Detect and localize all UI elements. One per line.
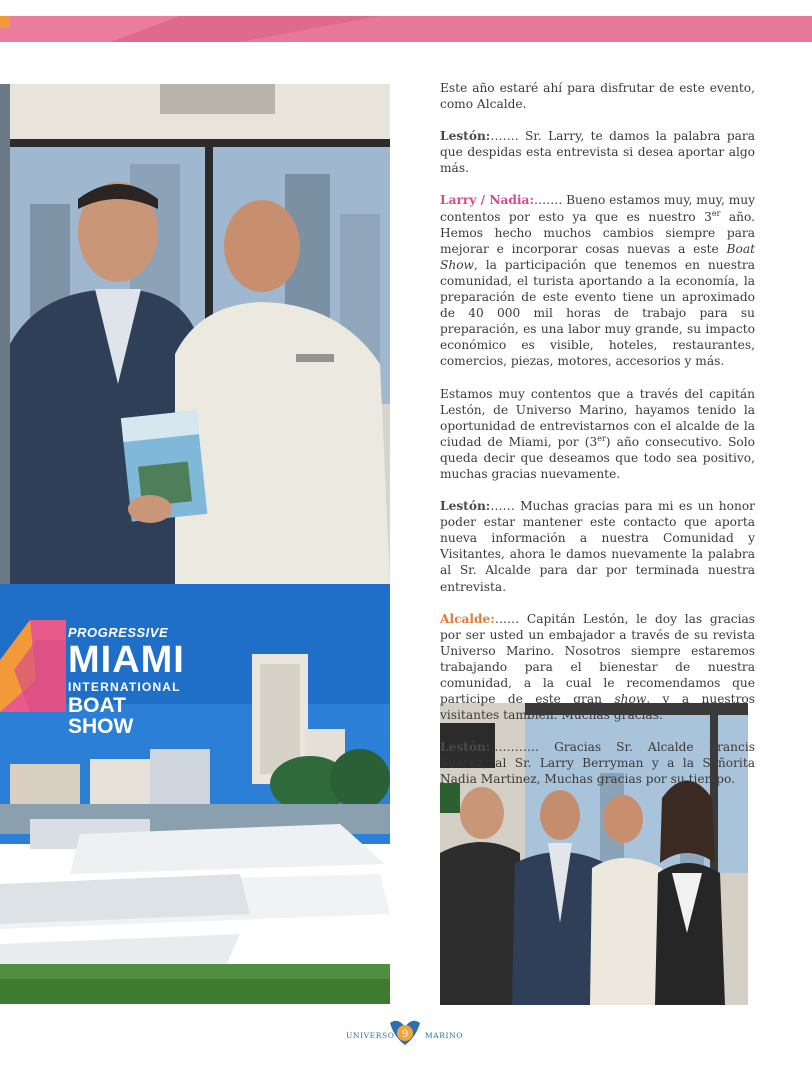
paragraph-2-text: ……. Sr. Larry, te damos la palabra para que despidas esta entrevista si desea aportar algo más. <box>440 129 755 176</box>
paragraph-3-text-b: año. Hemos hecho muchos cambios siempre para mejorar e incorporar cosas nuevas a este <box>440 209 755 256</box>
photo-mayor-and-captain <box>0 84 390 584</box>
universo-marino-emblem-icon <box>388 1015 422 1049</box>
paragraph-5-text: …… Muchas gracias para mi es un honor poder estar mantener este contacto que aporta nueva información a nuestra Comunidad y Visitantes, ahora le damos nuevamente la palabra al Sr. Alcalde para dar por terminada nuestra entrevista. <box>440 499 755 594</box>
paragraph-4 <box>440 386 755 483</box>
paragraph-6-text-b: , y a nuestros visitantes también. Muchas gracias. <box>440 692 755 723</box>
speaker-leston: Lestón: <box>440 129 491 144</box>
paragraph-4-text-a: Estamos muy contentos que a través del capitán Lestón, de Universo Marino, hayamos tenido la oportunidad de entrevistarnos con el alcalde de la ciudad de Miami, por (3 <box>440 386 755 449</box>
speaker-leston: Lestón: <box>440 740 491 755</box>
ordinal-suffix: er <box>597 433 606 443</box>
speaker-leston: Lestón: <box>440 499 491 514</box>
ordinal-suffix: er <box>711 208 721 218</box>
page-footer <box>330 1015 480 1055</box>
top-decorative-band <box>0 0 812 44</box>
logo-line-boat-show: BOAT SHOW <box>68 694 134 738</box>
paragraph-1 <box>440 80 755 112</box>
paragraph-6-text-a: …… Capitán Lestón, le doy las gracias por ser usted un embajador a través de su revista Universo Marino. Nosotros siempre estaremos trabajando para el bienestar de nuestra comunidad, a la cual le recomendamos que participe de este gran <box>440 611 755 707</box>
speaker-alcalde: Alcalde: <box>440 611 495 626</box>
logo-line-progressive: PROGRESSIVE <box>68 625 169 640</box>
paragraph-1-text: Este año estaré ahí para disfrutar de este evento, como Alcalde. <box>440 81 755 112</box>
logo-line-international: INTERNATIONAL <box>68 680 181 694</box>
footer-marino: MARINO <box>425 1031 464 1040</box>
paragraph-6 <box>440 611 755 724</box>
boat-show-logo <box>0 620 185 738</box>
article-text <box>440 80 755 804</box>
paragraph-7 <box>440 739 755 787</box>
paragraph-3-text-a: ……. Bueno estamos muy, muy, muy contentos por esto ya que es nuestro 3 <box>440 193 756 224</box>
boat-show-italic: Boat Show <box>440 241 755 272</box>
speaker-larry-nadia: Larry / Nadia: <box>440 193 534 208</box>
show-italic: show <box>614 692 647 707</box>
paragraph-4-text-b: ) año consecutivo. Solo queda decir que deseamos que todo sea positivo, muchas gracias nuevamente. <box>440 434 755 481</box>
page-number: 9 <box>401 1029 409 1040</box>
paragraph-5 <box>440 498 755 595</box>
paragraph-3 <box>440 192 755 369</box>
footer-universo: UNIVERSO <box>346 1031 395 1040</box>
paragraph-3-text-c: , la participación que tenemos en nuestra comunidad, el turista aportando a la economía, la preparación de este evento tiene un aproximado de 40 000 mil horas de trabajo para su preparación, es una labor muy grande, su impacto económico es visible, hoteles, restaurantes, comercios, piezas, motores, accesorios y más. <box>440 257 755 369</box>
paragraph-2 <box>440 128 755 176</box>
boat-show-logo-text <box>68 626 185 737</box>
paragraph-7-text: ………… Gracias Sr. Alcalde Francis Suarez, al Sr. Larry Berryman y a la Señorita Nadia Martinez, Muchas gracias por su tiempo. <box>440 740 755 787</box>
logo-line-miami: MIAMI <box>68 639 185 681</box>
